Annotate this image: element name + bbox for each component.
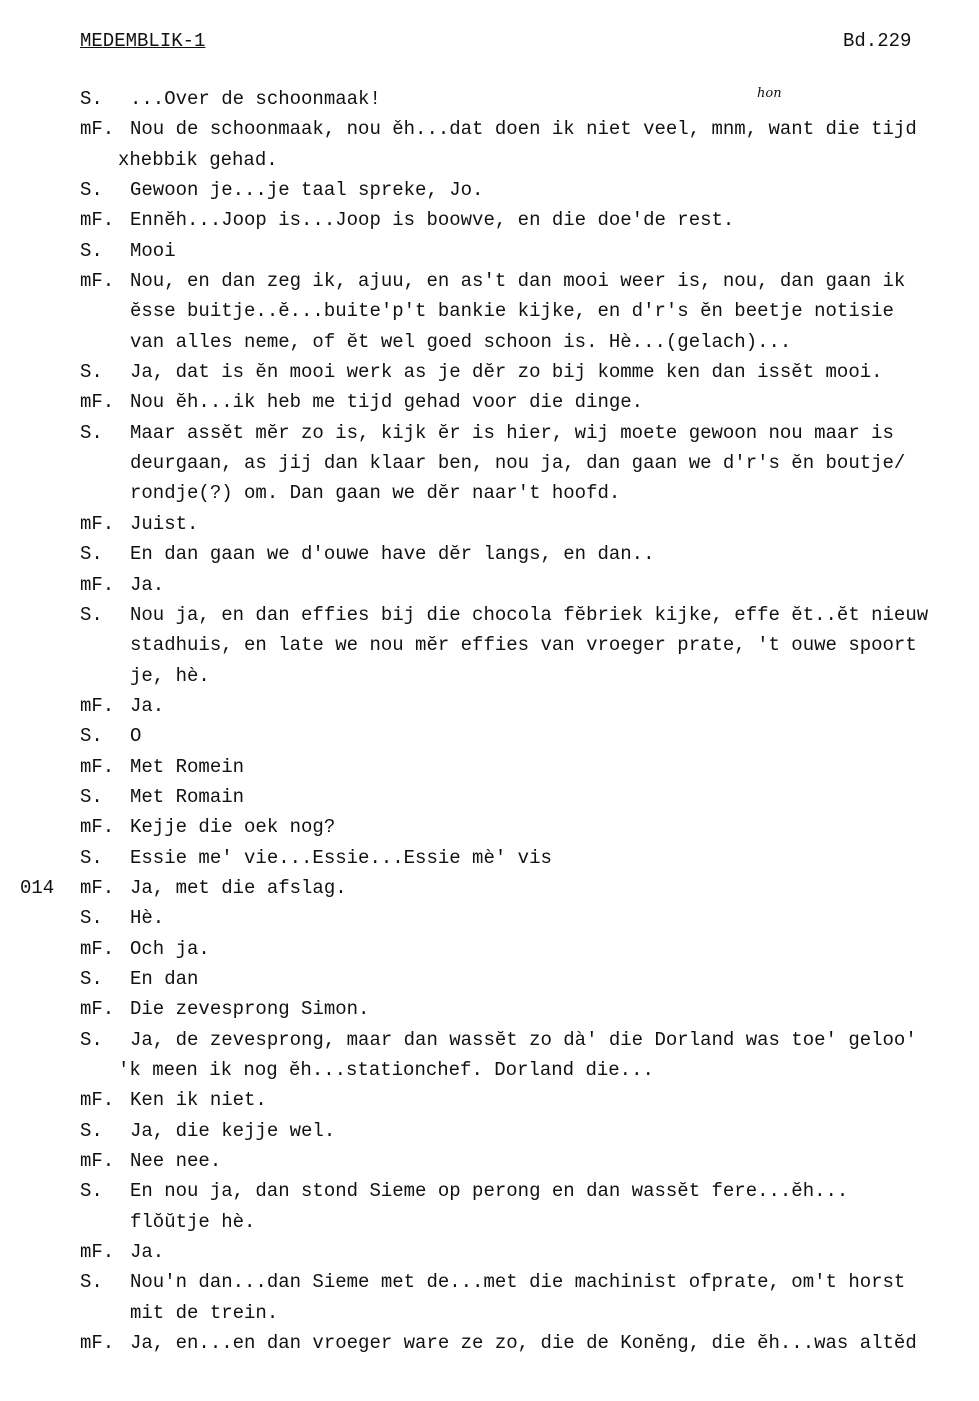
speaker-label: S. <box>80 907 103 930</box>
utterance-text: Die zevesprong Simon. <box>130 998 370 1021</box>
transcript-line <box>0 691 979 721</box>
speaker-label: mF. <box>80 816 115 839</box>
transcript-line <box>0 84 979 114</box>
transcript-line <box>0 964 979 994</box>
speaker-label: mF. <box>80 998 115 1021</box>
speaker-label: S. <box>80 603 103 626</box>
transcript-line <box>0 205 979 235</box>
speaker-label: S. <box>80 361 103 384</box>
transcript-line <box>0 630 979 660</box>
transcript-line <box>0 114 979 144</box>
speaker-label: mF. <box>80 1241 115 1264</box>
speaker-label: S. <box>80 1119 103 1142</box>
speaker-label: mF. <box>80 876 115 899</box>
transcript-line <box>0 1237 979 1267</box>
speaker-label: mF. <box>80 512 115 535</box>
transcript-line <box>0 903 979 933</box>
utterance-text: rondje(?) om. Dan gaan we dĕr naar't hoofd. <box>130 482 621 505</box>
utterance-text: En dan <box>130 967 199 990</box>
transcript-line <box>0 1085 979 1115</box>
speaker-label: S. <box>80 239 103 262</box>
transcript-line <box>0 873 979 903</box>
transcript-line <box>0 812 979 842</box>
utterance-text: Nou ĕh...ik heb me tijd gehad voor die dinge. <box>130 391 644 414</box>
utterance-text: Met Romein <box>130 755 245 778</box>
utterance-text: En nou ja, dan stond Sieme op perong en dan wassĕt fere...ĕh... <box>130 1180 849 1203</box>
speaker-label: mF. <box>80 1089 115 1112</box>
transcript-line <box>0 1055 979 1085</box>
transcript-line <box>0 387 979 417</box>
utterance-text: xhebbik gehad. <box>118 148 278 171</box>
transcript-line <box>0 1207 979 1237</box>
utterance-text: deurgaan, as jij dan klaar ben, nou ja, dan gaan we d'r's ĕn boutje/ <box>130 452 906 475</box>
transcript-line <box>0 357 979 387</box>
transcript-line <box>0 236 979 266</box>
utterance-text: Ja, de zevesprong, maar dan wassĕt zo dà' die Dorland was toe' geloo' <box>130 1028 917 1051</box>
utterance-text: Mooi <box>130 239 176 262</box>
speaker-label: mF. <box>80 937 115 960</box>
transcript-line <box>0 1298 979 1328</box>
transcript-line <box>0 448 979 478</box>
utterance-text: stadhuis, en late we nou mĕr effies van vroeger prate, 't ouwe spoort <box>130 634 917 657</box>
transcript-line <box>0 266 979 296</box>
transcript-line <box>0 1328 979 1358</box>
speaker-label: S. <box>80 846 103 869</box>
transcript-line <box>0 570 979 600</box>
transcript-line <box>0 843 979 873</box>
utterance-text: Ennĕh...Joop is...Joop is boowve, en die doe'de rest. <box>130 209 735 232</box>
speaker-label: mF. <box>80 1150 115 1173</box>
utterance-text: Maar assĕt mĕr zo is, kijk ĕr is hier, wij moete gewoon nou maar is <box>130 421 894 444</box>
transcript-line <box>0 418 979 448</box>
transcript-line <box>0 600 979 630</box>
transcript-line <box>0 782 979 812</box>
speaker-label: mF. <box>80 573 115 596</box>
transcript-line <box>0 509 979 539</box>
speaker-label: S. <box>80 1180 103 1203</box>
utterance-text: Nee nee. <box>130 1150 222 1173</box>
speaker-label: mF. <box>80 391 115 414</box>
speaker-label: S. <box>80 88 103 110</box>
utterance-text: Ja. <box>130 573 165 596</box>
utterance-text: Ja, met die afslag. <box>130 876 347 899</box>
page-number: Bd.229 <box>843 30 912 52</box>
utterance-text: ...Over de schoonmaak! <box>130 88 381 110</box>
utterance-text: Ja. <box>130 694 165 717</box>
utterance-text: Och ja. <box>130 937 210 960</box>
transcript-line <box>0 752 979 782</box>
utterance-text: Met Romain <box>130 785 245 808</box>
transcript-line <box>0 1116 979 1146</box>
transcript-line <box>0 175 979 205</box>
utterance-text: mit de trein. <box>130 1301 279 1324</box>
utterance-text: je, hè. <box>130 664 210 687</box>
transcript-line <box>0 721 979 751</box>
utterance-text: Ja. <box>130 1241 165 1264</box>
transcript-line <box>0 1176 979 1206</box>
transcript-line <box>0 994 979 1024</box>
transcript-line <box>0 1025 979 1055</box>
speaker-label: S. <box>80 725 103 748</box>
utterance-text: Nou ja, en dan effies bij die chocola fĕbriek kijke, effe ĕt..ĕt nieuw <box>130 603 929 626</box>
speaker-label: mF. <box>80 209 115 232</box>
document-id: MEDEMBLIK-1 <box>80 30 206 52</box>
speaker-label: S. <box>80 785 103 808</box>
transcript-line <box>0 145 979 175</box>
utterance-text: En dan gaan we d'ouwe have dĕr langs, en dan.. <box>130 543 655 566</box>
utterance-text: van alles neme, of ĕt wel goed schoon is. Hè...(gelach)... <box>130 330 792 353</box>
speaker-label: S. <box>80 1271 103 1294</box>
transcript-line <box>0 327 979 357</box>
utterance-text: Nou de schoonmaak, nou ěh...dat doen ik niet veel, mnm, want die tijd <box>130 118 917 141</box>
speaker-label: S. <box>80 421 103 444</box>
utterance-text: Gewoon je...je taal spreke, Jo. <box>130 179 484 202</box>
speaker-label: S. <box>80 967 103 990</box>
transcript-lines <box>0 84 979 1358</box>
transcript-line <box>0 296 979 326</box>
utterance-text: Ken ik niet. <box>130 1089 267 1112</box>
speaker-label: S. <box>80 179 103 202</box>
utterance-text: flŏŭtje hè. <box>130 1210 256 1233</box>
utterance-text: O <box>130 725 142 748</box>
utterance-text: 'k meen ik nog ĕh...stationchef. Dorland die... <box>118 1059 654 1081</box>
margin-counter: 014 <box>20 876 55 899</box>
transcript-line <box>0 539 979 569</box>
transcript-line <box>0 934 979 964</box>
utterance-text: Ja, en...en dan vroeger ware ze zo, die de Konĕng, die ĕh...was altĕd <box>130 1332 917 1355</box>
utterance-text: Juist. <box>130 512 199 535</box>
speaker-label: mF. <box>80 694 115 717</box>
utterance-text: Ja, dat is ĕn mooi werk as je dĕr zo bij komme ken dan issĕt mooi. <box>130 361 883 384</box>
utterance-text: ĕsse buitje..ĕ...buite'p't bankie kijke, en d'r's ĕn beetje notisie <box>130 300 894 323</box>
speaker-label: S. <box>80 543 103 566</box>
transcript-line <box>0 661 979 691</box>
utterance-text: Kejje die oek nog? <box>130 816 336 839</box>
transcript-line <box>0 1146 979 1176</box>
transcript-line <box>0 478 979 508</box>
utterance-text: Essie me' vie...Essie...Essie mè' vis <box>130 846 552 869</box>
transcript-line <box>0 1267 979 1297</box>
handwritten-annotation: hon <box>757 86 782 101</box>
speaker-label: mF. <box>80 118 115 141</box>
utterance-text: Ja, die kejje wel. <box>130 1119 336 1142</box>
speaker-label: mF. <box>80 1332 115 1355</box>
speaker-label: mF. <box>80 755 115 778</box>
utterance-text: Nou'n dan...dan Sieme met de...met die machinist ofprate, om't horst <box>130 1271 906 1294</box>
speaker-label: S. <box>80 1028 103 1051</box>
utterance-text: Hè. <box>130 907 165 930</box>
speaker-label: mF. <box>80 270 115 293</box>
utterance-text: Nou, en dan zeg ik, ajuu, en as't dan mooi weer is, nou, dan gaan ik <box>130 270 906 293</box>
